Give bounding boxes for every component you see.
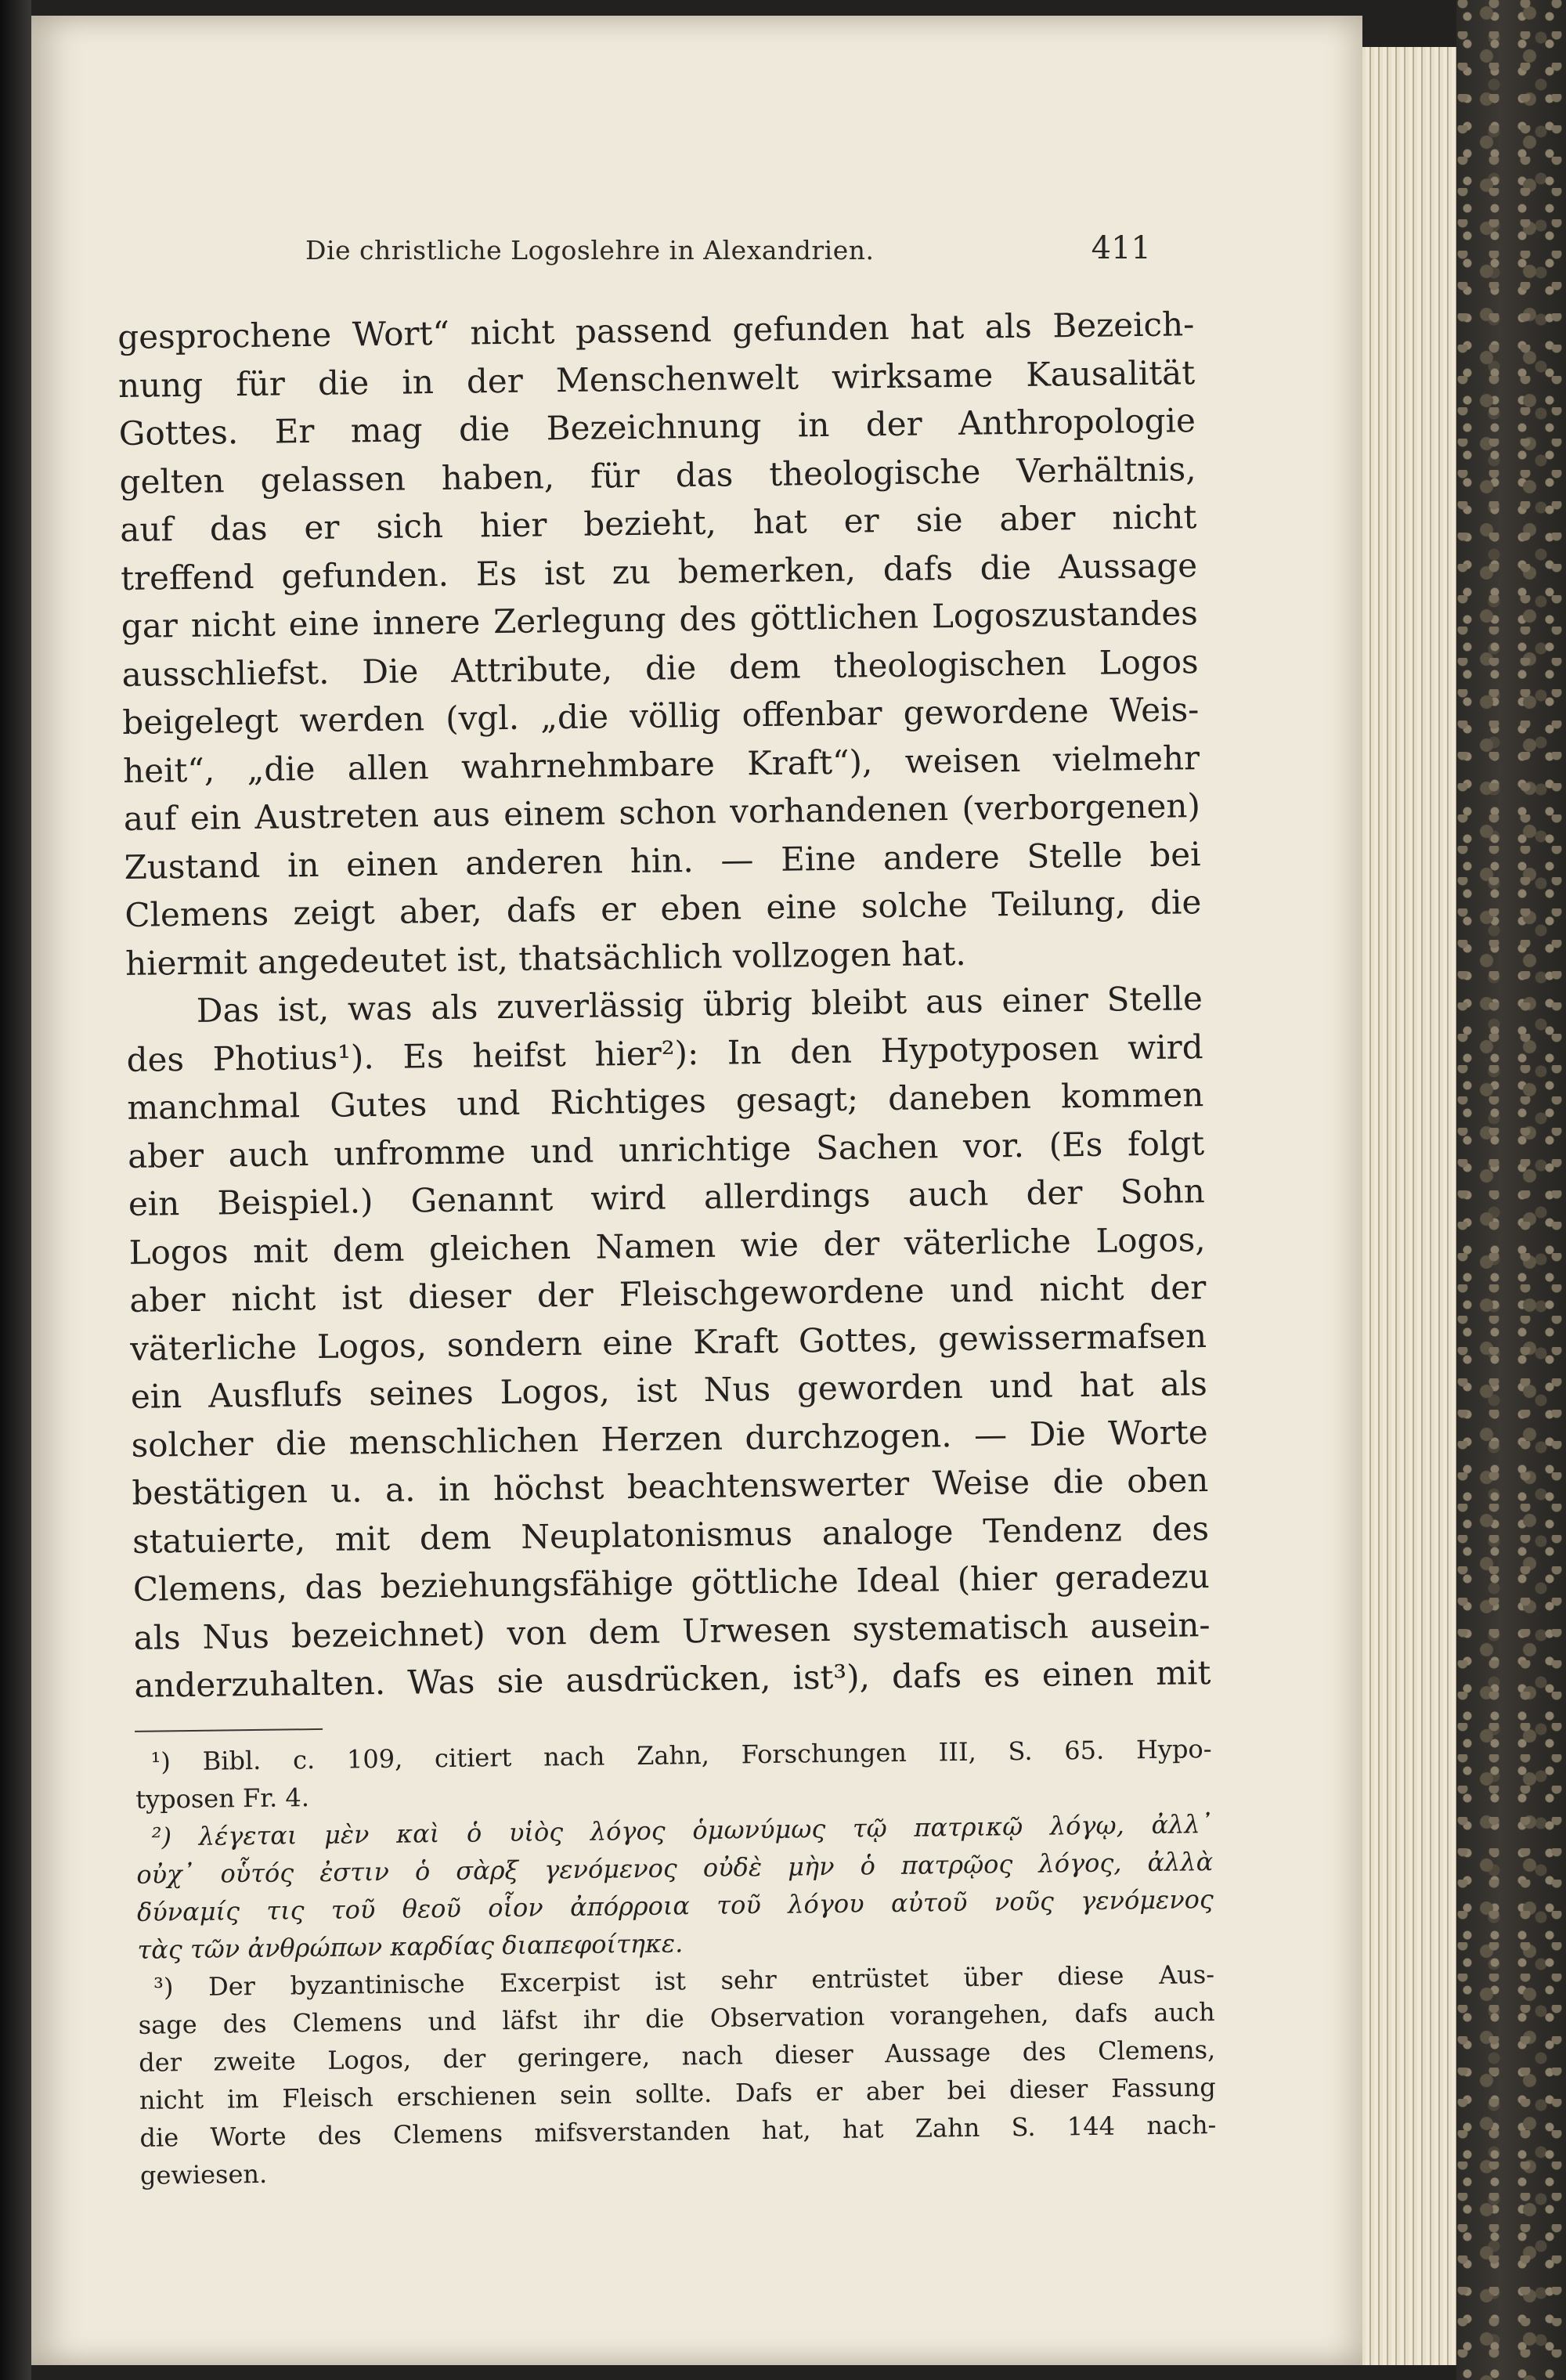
- footnote-line: die Worte des Clemens mifsverstanden hat, hat Zahn S. 144 nach-: [139, 2109, 1217, 2153]
- running-header: [305, 230, 1151, 274]
- footnote-line: sage des Clemens und läfst ihr die Observation vorangehen, dafs auch: [138, 1996, 1215, 2040]
- footnote-greek-line: ²) λέγεται μὲν καὶ ὁ υἱὸς λόγος ὁμωνύμως τῷ πατρικῷ λόγῳ, ἀλλ᾽: [151, 1808, 1213, 1852]
- footnote-line: ³) Der byzantinische Excerpist ist sehr entrüstet über diese Aus-: [153, 1959, 1215, 2003]
- left-gutter-shadow: [0, 0, 31, 2380]
- text-line: aber nicht ist dieser der Fleischgewordene und nicht der: [129, 1268, 1207, 1320]
- text-line: bestätigen u. a. in höchst beachtenswerter Weise die oben: [132, 1461, 1209, 1512]
- footnote-greek-line: οὐχ᾽ οὗτός ἐστιν ὁ σὰρξ γενόμενος οὐδὲ μὴν ὁ πατρῷος λόγος, ἀλλὰ: [136, 1846, 1214, 1890]
- text-line: Logos mit dem gleichen Namen wie der väterliche Logos,: [128, 1219, 1206, 1272]
- text-line: aber auch unfromme und unrichtige Sachen vor. (Es folgt: [127, 1123, 1205, 1176]
- page-edges: [1355, 47, 1467, 2365]
- footnote-line: nicht im Fleisch erschienen sein sollte. Dafs er aber bei dieser Fassung: [139, 2071, 1217, 2115]
- text-line: nung für die in der Menschenwelt wirksame Kausalität: [117, 352, 1196, 405]
- text-line: gar nicht eine innere Zerlegung des göttlichen Logoszustandes: [121, 594, 1199, 645]
- footnote-greek-line: δύναμίς τις τοῦ θεοῦ οἷον ἀπόρροια τοῦ λόγου αὐτοῦ νοῦς γενόμενος: [136, 1883, 1214, 1927]
- footnote-line: typosen Fr. 4.: [135, 1782, 310, 1815]
- text-line: des Photius¹). Es heifst hier²): In den Hypotyposen wird: [126, 1027, 1203, 1079]
- text-line: manchmal Gutes und Richtiges gesagt; daneben kommen: [127, 1075, 1204, 1127]
- text-line: statuierte, mit dem Neuplatonismus analoge Tendenz des: [132, 1508, 1210, 1561]
- text-line: ein Ausflufs seines Logos, ist Nus geworden und hat als: [130, 1364, 1208, 1416]
- footnote-divider: [135, 1728, 323, 1732]
- marbled-cover: [1456, 0, 1566, 2380]
- text-line: heit“, „die allen wahrnehmbare Kraft“), weisen vielmehr: [122, 738, 1200, 790]
- text-line: auf ein Austreten aus einem schon vorhandenen (verborgenen): [123, 786, 1201, 838]
- footnote-line: ¹) Bibl. c. 109, citiert nach Zahn, Forschungen III, S. 65. Hypo-: [150, 1733, 1212, 1777]
- footnote-greek-line: τὰς τῶν ἀνθρώπων καρδίας διαπεφοίτηκε.: [137, 1927, 684, 1965]
- text-line: treffend gefunden. Es ist zu bemerken, dafs die Aussage: [120, 545, 1198, 598]
- text-line: ausschliefst. Die Attribute, die dem theologischen Logos: [121, 641, 1199, 694]
- text-line: auf das er sich hier bezieht, hat er sie aber nicht: [120, 497, 1197, 549]
- text-line: solcher die menschlichen Herzen durchzogen. — Die Worte: [131, 1412, 1208, 1464]
- text-line: Clemens zeigt aber, dafs er eben eine solche Teilung, die: [124, 883, 1202, 934]
- text-line: hiermit angedeutet ist, thatsächlich vollzogen hat.: [124, 934, 966, 983]
- book-page: [31, 16, 1362, 2365]
- text-line: Clemens, das beziehungsfähige göttliche Ideal (hier geradezu: [132, 1557, 1211, 1609]
- text-line: Gottes. Er mag die Bezeichnung in der Anthropologie: [118, 401, 1196, 453]
- page-number: 411: [1091, 230, 1151, 266]
- text-line: Zustand in einen anderen hin. — Eine andere Stelle bei: [124, 834, 1201, 887]
- footnote-line: der zweite Logos, der geringere, nach dieser Aussage des Clemens,: [139, 2034, 1216, 2078]
- main-text-block: [117, 300, 1217, 2194]
- text-line: gesprochene Wort“ nicht passend gefunden hat als Bezeich-: [117, 305, 1195, 356]
- text-line: anderzuhalten. Was sie ausdrücken, ist³), dafs es einen mit: [134, 1653, 1211, 1705]
- footnote-line: gewiesen.: [139, 2158, 268, 2190]
- running-title: Die christliche Logoslehre in Alexandrien.: [305, 235, 875, 265]
- text-line: ein Beispiel.) Genannt wird allerdings auch der Sohn: [128, 1172, 1206, 1223]
- text-line: beigelegt werden (vgl. „die völlig offenbar gewordene Weis-: [122, 690, 1200, 742]
- text-line: väterliche Logos, sondern eine Kraft Gottes, gewissermafsen: [129, 1316, 1207, 1368]
- text-line: gelten gelassen haben, für das theologische Verhältnis,: [119, 449, 1196, 501]
- text-line-paragraph-start: Das ist, was als zuverlässig übrig bleibt aus einer Stelle: [196, 979, 1203, 1030]
- text-line: als Nus bezeichnet) von dem Urwesen systematisch ausein-: [133, 1605, 1211, 1657]
